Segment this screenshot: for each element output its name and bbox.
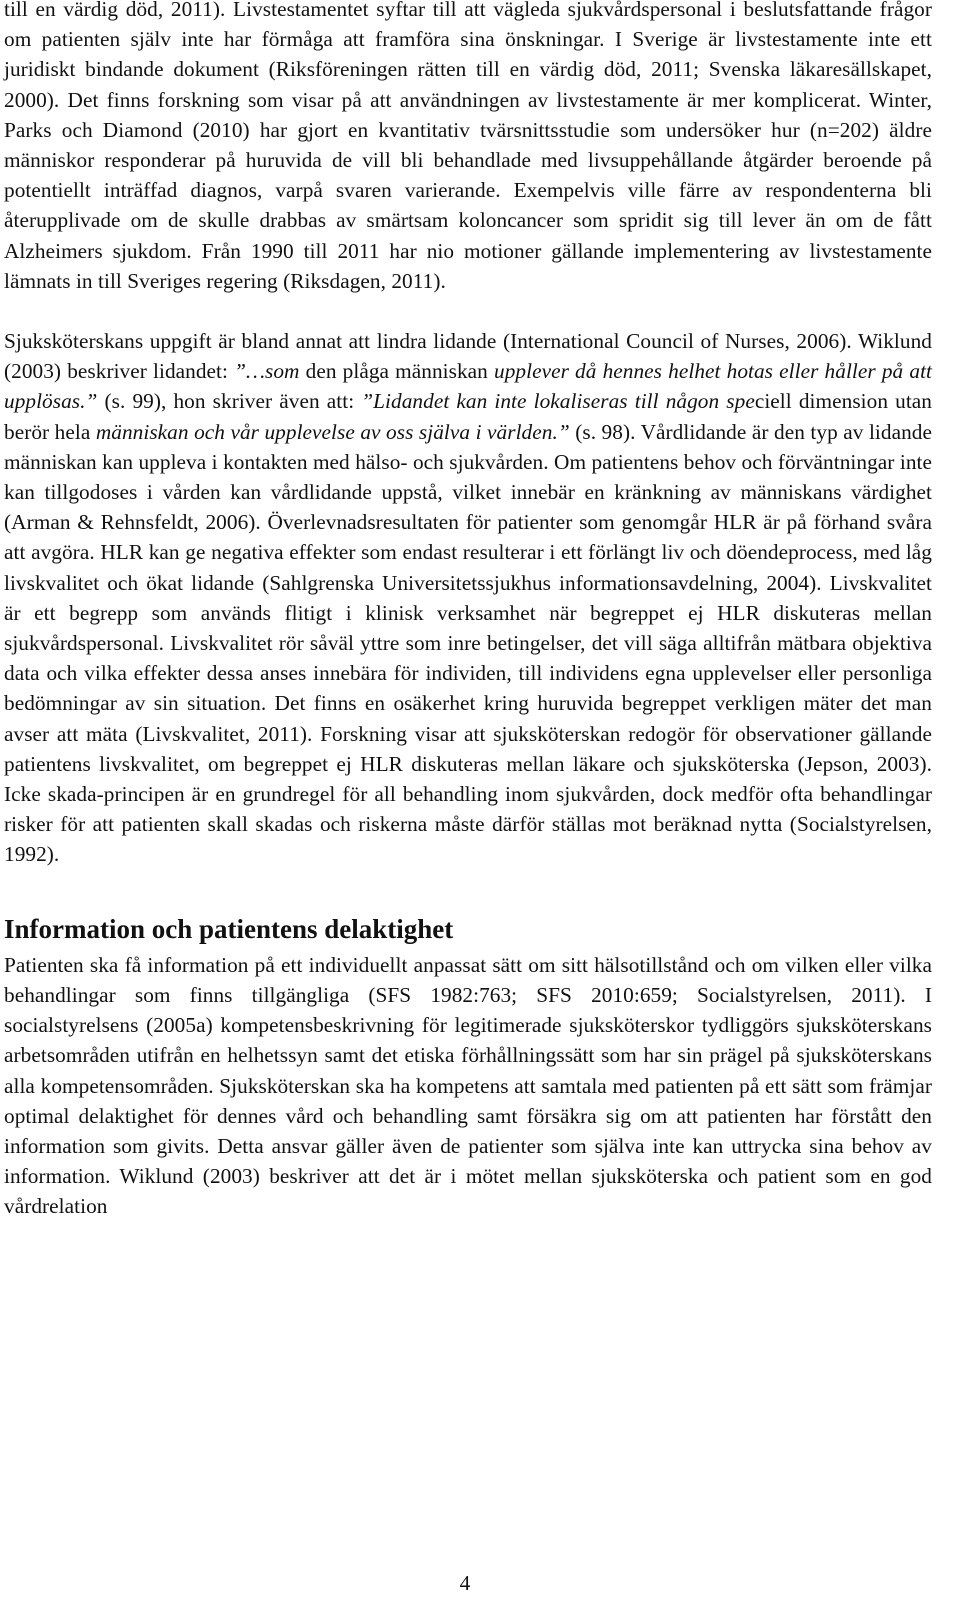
text-segment: (s. 98). Vårdlidande är den typ av lidande människan kan uppleva i kontakten med hälso- och sjukvården. Om patientens behov och förväntningar inte kan tillgodoses i vården kan vårdlidande uppstå, vilket innebär en kränkning av människans värdighet (Arman & Rehnsfeldt, 2006). Överlevnadsresultaten för patienter som genomgår HLR är på förhand svåra att avgöra. HLR kan ge negativa effekter som endast resulterar i ett förlängt liv och döendeprocess, med låg livskvalitet och ökat lidande (Sahlgrenska Universitetssjukhus informationsavdelning, 2004). Livskvalitet är ett begrepp som används flitigt i klinisk verksamhet när begreppet ej HLR diskuteras mellan sjukvårdspersonal. Livskvalitet rör såväl yttre som inre betingelser, det vill säga alltifrån mätbara objektiva data och vilka effekter dessa anses innebära för individen, till individens egna upplevelser eller personliga bedömningar av sin situation. Det finns en osäkerhet kring huruvida begreppet verkligen mäter det man avser att mäta (Livskvalitet, 2011). Forskning visar att sjuksköterskan redogör för observationer gällande patientens livskvalitet, om begreppet ej HLR diskuteras mellan läkare och sjuksköterska (Jepson, 2003). Icke skada-principen är en grundregel för all behandling inom sjukvården, dock medför ofta behandlingar risker för att patienten skall skadas och riskerna måste därför ställas mot beräknad nytta (Socialstyrelsen, 1992).: [4, 419, 932, 867]
paragraph-suffering: [4, 326, 932, 870]
quote-segment: upplever då hennes helhet hotas eller håller på att upplösas.”: [4, 359, 933, 414]
quote-segment: människan och vår upplevelse av oss själva i världen.”: [95, 419, 570, 444]
text-segment: den plåga människan: [299, 359, 495, 384]
paragraph-living-will: till en värdig död, 2011). Livstestamentet syftar till att vägleda sjukvårdspersonal i beslutsfattande frågor om patienten själv inte har förmåga att framföra sina önskningar. I Sverige är livstestamente inte ett juridiskt bindande dokument (Riksföreningen rätten till en värdig död, 2011; Svenska läkaresällskapet, 2000). Det finns forskning som visar på att användningen av livstestamente är mer komplicerat. Winter, Parks och Diamond (2010) har gjort en kvantitativ tvärsnittsstudie som undersöker hur (n=202) äldre människor responderar på huruvida de vill bli behandlade med livsuppehållande åtgärder beroende på potentiellt inträffad diagnos, varpå svaren varierande. Exempelvis ville färre av respondenterna bli återupplivade om de skulle drabbas av smärtsam koloncancer som spridit sig till lever än om de fått Alzheimers sjukdom. Från 1990 till 2011 har nio motioner gällande implementering av livstestamente lämnats in till Sveriges regering (Riksdagen, 2011).: [4, 0, 932, 293]
section-heading: Information och patientens delaktighet: [4, 913, 454, 944]
page-number: 4: [459, 1571, 471, 1595]
paragraph-information: Patienten ska få information på ett individuellt anpassat sätt om sitt hälsotillstånd och om vilken eller vilka behandlingar som finns tillgängliga (SFS 1982:763; SFS 2010:659; Socialstyrelsen, 2011). I socialstyrelsens (2005a) kompetensbeskrivning för legitimerade sjuksköterskor tydliggörs sjuksköterskans arbetsområden utifrån en helhetssyn samt det etiska förhållningssätt som har sin prägel på sjuksköterskans alla kompetensområden. Sjuksköterskan ska ha kompetens att samtala med patienten på ett sätt som främjar optimal delaktighet för dennes vård och behandling samt försäkra sig om att patienten har förstått den information som givits. Detta ansvar gäller även de patienter som själva inte kan uttrycka sina behov av information. Wiklund (2003) beskriver att det är i mötet mellan sjuksköterska och patient som en god vårdrelation: [4, 952, 932, 1219]
quote-segment: ”…som: [234, 359, 300, 384]
text-segment: Sjuksköterskans uppgift är bland annat att lindra lidande (International Council of Nurses, 2006). Wiklund (2003) beskriver lidandet:: [4, 329, 932, 384]
text-segment: ciell dimension utan berör hela: [4, 389, 932, 444]
text-segment: (s. 99), hon skriver även att:: [97, 389, 362, 414]
document-page: [4, 0, 932, 1222]
quote-segment: ”Lidandet kan inte lokaliseras till någon spe: [361, 389, 755, 414]
